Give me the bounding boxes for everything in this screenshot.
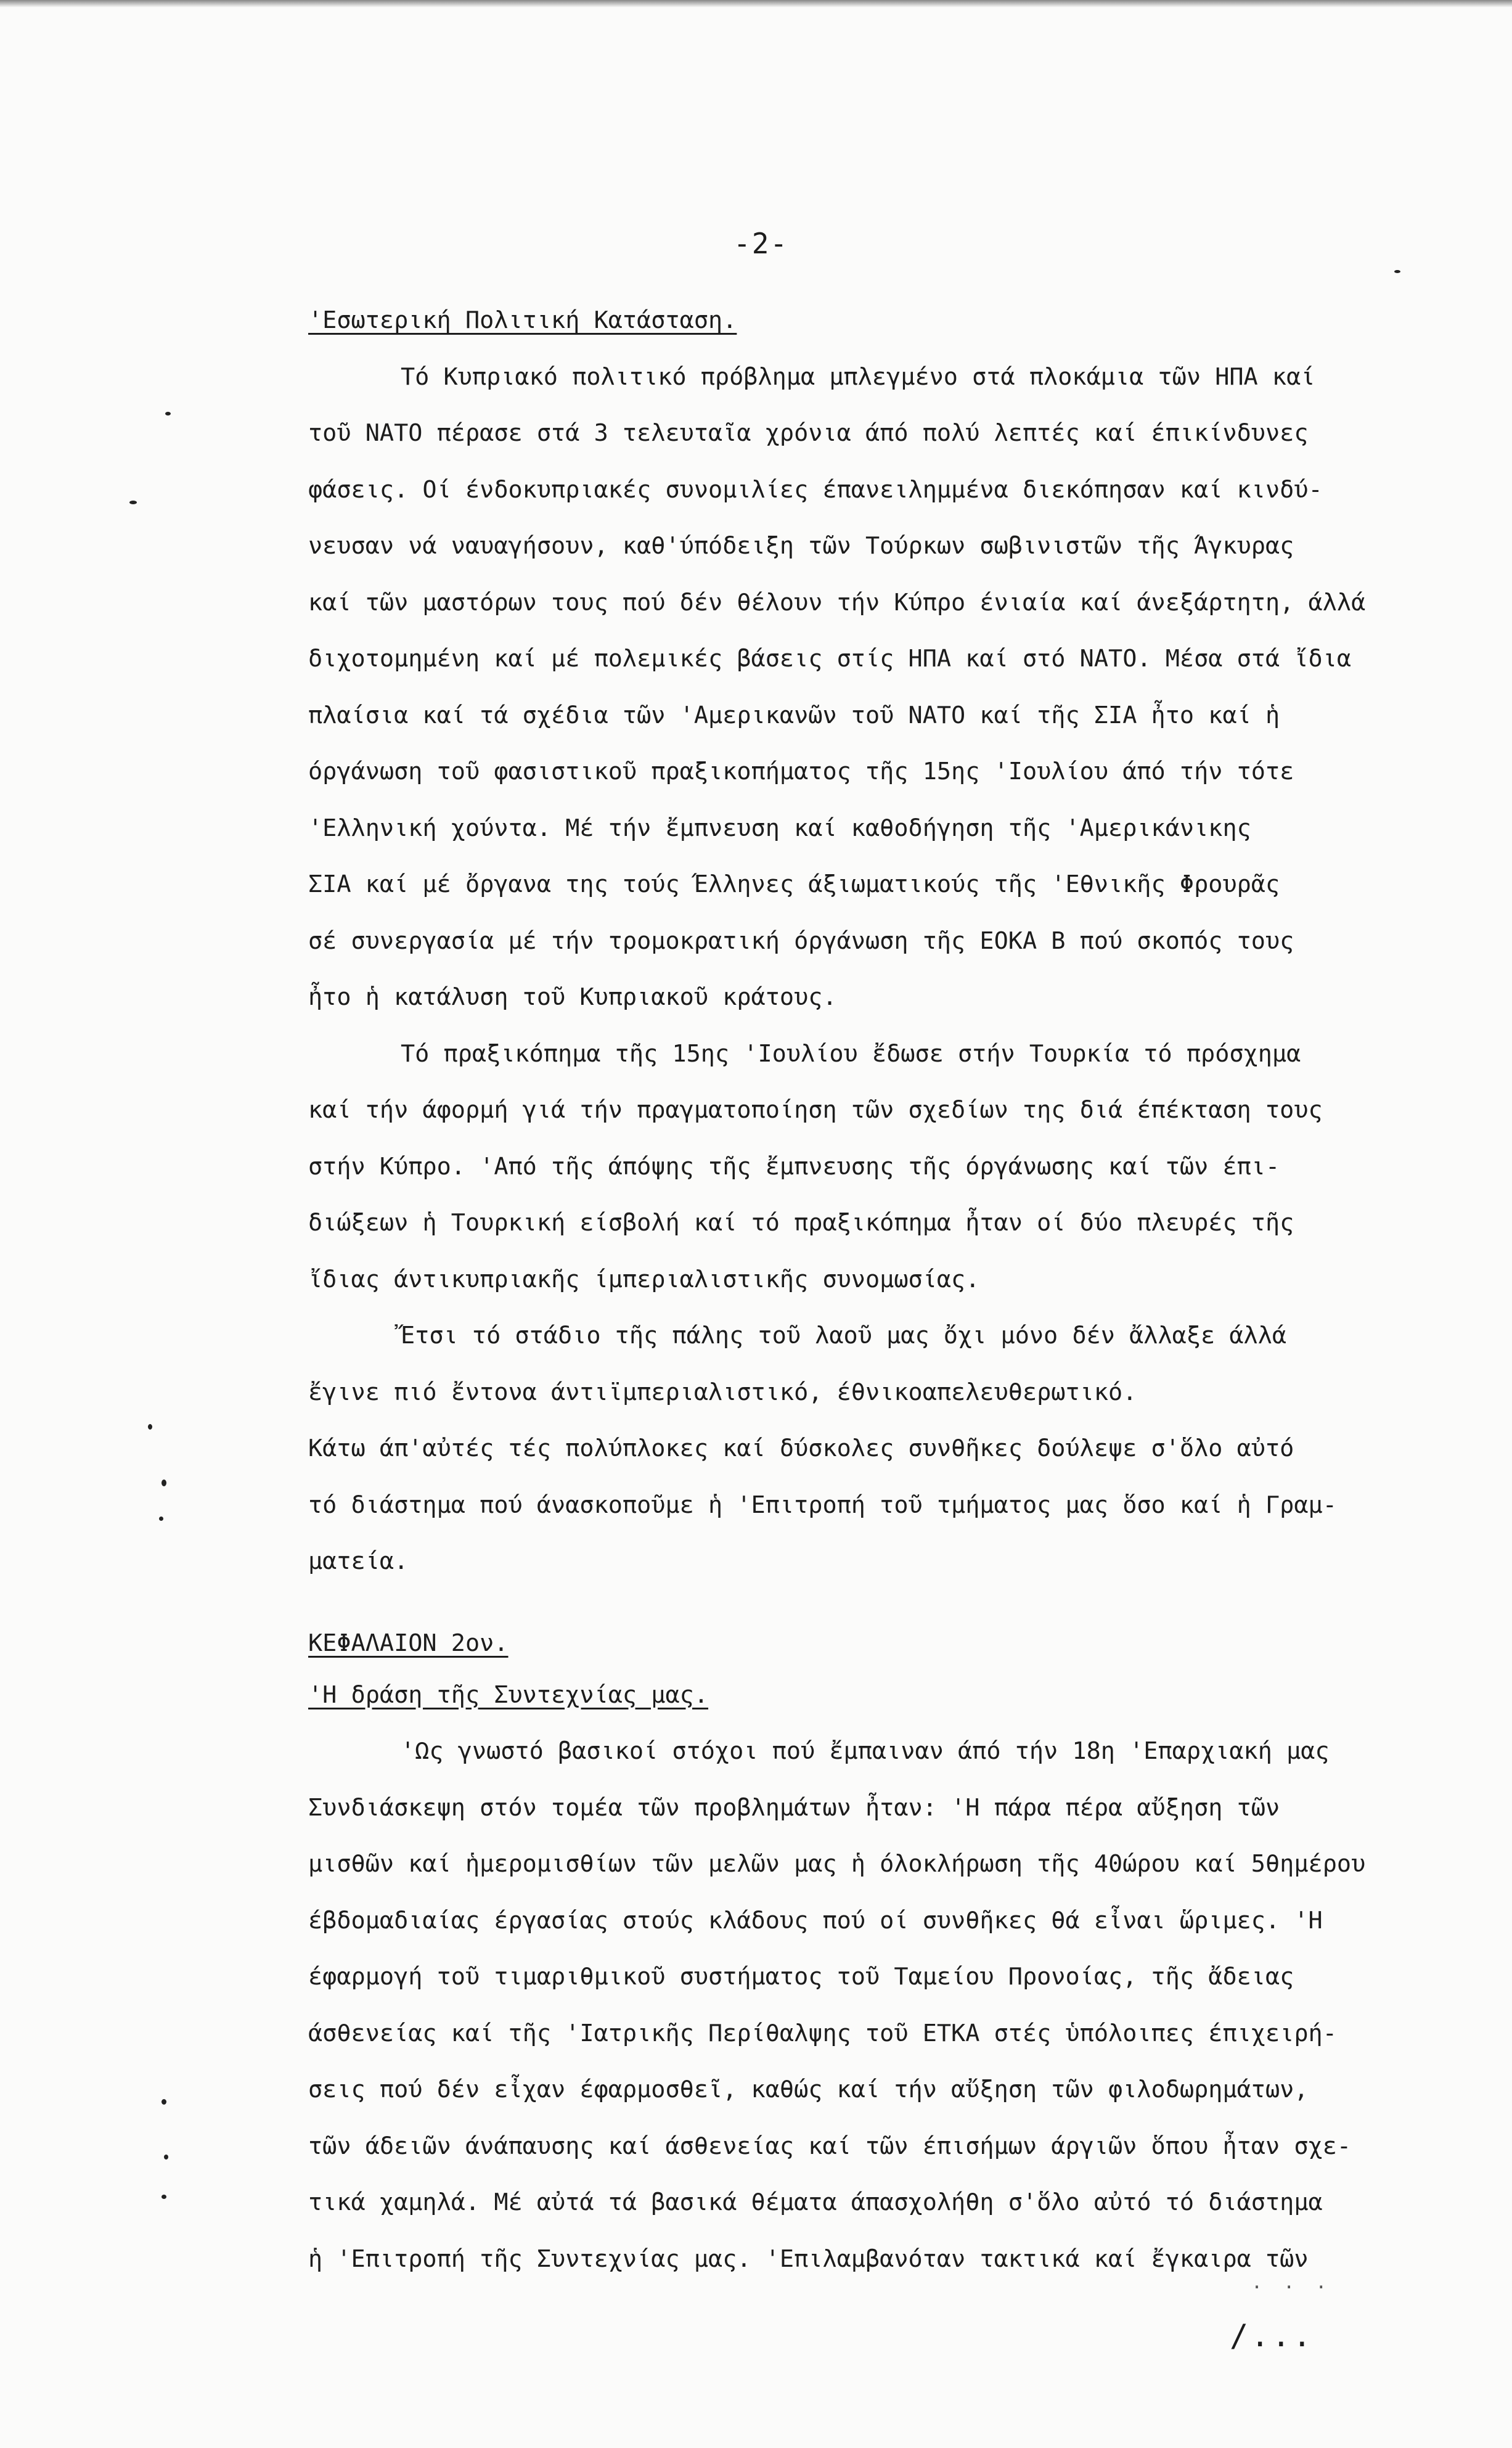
paragraph-line: πλαίσια καί τά σχέδια τῶν 'Αμερικανῶν τοῦ ΝΑΤΟ καί τῆς ΣΙΑ ἦτο καί ἡ bbox=[308, 701, 1280, 729]
paragraph-line: Κάτω άπ'αὐτές τές πολύπλοκες καί δύσκολες συνθῆκες δούλεψε σ'ὅλο αὐτό bbox=[308, 1435, 1294, 1462]
paragraph-line: ἔγινε πιό ἔντονα άντιϊμπεριαλιστικό, έθνικοαπελευθερωτικό. bbox=[308, 1378, 1137, 1406]
paragraph-line: όργάνωση τοῦ φασιστικοῦ πραξικοπήματος τῆς 15ης 'Ιουλίου άπό τήν τότε bbox=[308, 758, 1294, 785]
paragraph-line: στήν Κύπρο. 'Από τῆς άπόψης τῆς ἔμπνευσης τῆς όργάνωσης καί τῶν έπι- bbox=[308, 1152, 1280, 1181]
continuation-dots: . . . bbox=[1251, 2272, 1332, 2293]
paragraph-line: φάσεις. Οί ένδοκυπριακές συνομιλίες έπανειλημμένα διεκόπησαν καί κινδύ- bbox=[308, 475, 1323, 504]
paragraph-line: άσθενείας καί τῆς 'Ιατρικῆς Περίθαλψης τοῦ ΕΤΚΑ στές ὑπόλοιπες έπιχειρή- bbox=[308, 2019, 1337, 2047]
paragraph-line: νευσαν νά ναυαγήσουν, καθ'ύπόδειξη τῶν Τούρκων σωβινιστῶν τῆς Άγκυρας bbox=[308, 532, 1294, 560]
paragraph-line: Ἔτσι τό στάδιο τῆς πάλης τοῦ λαοῦ μας ὄχι μόνο δέν ἄλλαξε άλλά bbox=[401, 1322, 1287, 1349]
paragraph-line: τοῦ ΝΑΤΟ πέρασε στά 3 τελευταῖα χρόνια άπό πολύ λεπτές καί έπικίνδυνες bbox=[308, 419, 1309, 447]
paragraph-line: σέ συνεργασία μέ τήν τρομοκρατική όργάνωση τῆς ΕΟΚΑ Β πού σκοπός τους bbox=[308, 927, 1294, 955]
scan-speck bbox=[161, 1480, 166, 1486]
paragraph-line: διώξεων ἡ Τουρκική είσβολή καί τό πραξικόπημα ἦταν οί δύο πλευρές τῆς bbox=[308, 1209, 1294, 1237]
paragraph-line: τικά χαμηλά. Μέ αὐτά τά βασικά θέματα άπασχολήθη σ'ὅλο αὐτό τό διάστημα bbox=[308, 2188, 1323, 2216]
chapter-heading: ΚΕΦΑΛΑΙΟΝ 2ον. bbox=[308, 1629, 509, 1657]
section-union-activity bbox=[308, 1615, 1467, 2287]
scan-speck bbox=[159, 1517, 163, 1521]
paragraph-line: ἡ 'Επιτροπή τῆς Συντεχνίας μας. 'Επιλαμβανόταν τακτικά καί ἔγκαιρα τῶν bbox=[308, 2245, 1309, 2273]
paragraph-line: ΣΙΑ καί μέ ὄργανα της τούς Έλληνες άξιωματικούς τῆς 'Εθνικῆς Φρουρᾶς bbox=[308, 870, 1280, 898]
scan-top-edge bbox=[0, 0, 1512, 7]
continuation-mark: /... bbox=[1230, 2318, 1314, 2354]
scan-speck bbox=[161, 2195, 166, 2199]
paragraph-line: 'Ως γνωστό βασικοί στόχοι πού ἔμπαιναν άπό τήν 18η 'Επαρχιακή μας bbox=[401, 1737, 1330, 1765]
scan-speck bbox=[165, 412, 171, 416]
paragraph-line: έφαρμογή τοῦ τιμαριθμικοῦ συστήματος τοῦ Ταμείου Προνοίας, τῆς ἄδειας bbox=[308, 1963, 1294, 1991]
paragraph-line: Συνδιάσκεψη στόν τομέα τῶν προβλημάτων ἦταν: 'Η πάρα πέρα αὔξηση τῶν bbox=[308, 1793, 1280, 1822]
scan-speck bbox=[164, 2155, 168, 2159]
scan-speck bbox=[129, 501, 137, 504]
paragraph-line: ἦτο ἡ κατάλυση τοῦ Κυπριακοῦ κράτους. bbox=[308, 983, 837, 1011]
paragraph-line: σεις πού δέν εἶχαν έφαρμοσθεῖ, καθώς καί τήν αὔξηση τῶν φιλοδωρημάτων, bbox=[308, 2076, 1309, 2103]
section-heading: 'Εσωτερική Πολιτική Κατάσταση. bbox=[308, 306, 737, 334]
paragraph-line: διχοτομημένη καί μέ πολεμικές βάσεις στίς ΗΠΑ καί στό ΝΑΤΟ. Μέσα στά ἴδια bbox=[308, 645, 1352, 673]
paragraph-line: Τό πραξικόπημα τῆς 15ης 'Ιουλίου ἔδωσε στήν Τουρκία τό πρόσχημα bbox=[401, 1039, 1301, 1068]
scan-speck bbox=[161, 2099, 166, 2105]
paragraph-line: τῶν άδειῶν άνάπαυσης καί άσθενείας καί τῶν έπισήμων άργιῶν ὅπου ἦταν σχε- bbox=[308, 2132, 1352, 2160]
scan-speck bbox=[148, 1424, 152, 1430]
paragraph-line: καί τῶν μαστόρων τους πού δέν θέλουν τήν Κύπρο ένιαία καί άνεξάρτητη, άλλά bbox=[308, 588, 1366, 616]
paragraph-line: μισθῶν καί ἡμερομισθίων τῶν μελῶν μας ἡ όλοκλήρωση τῆς 40ώρου καί 5θημέρου bbox=[308, 1850, 1366, 1878]
paragraph-line: Τό Κυπριακό πολιτικό πρόβλημα μπλεγμένο στά πλοκάμια τῶν ΗΠΑ καί bbox=[401, 362, 1315, 391]
page-number: -2- bbox=[734, 227, 789, 260]
paragraph-line: τό διάστημα πού άνασκοποῦμε ἡ 'Επιτροπή τοῦ τμήματος μας ὅσο καί ἡ Γραμ- bbox=[308, 1491, 1337, 1519]
section-heading: 'Η δράση τῆς Συντεχνίας μας. bbox=[308, 1680, 709, 1709]
paragraph-line: 'Ελληνική χούντα. Μέ τήν ἔμπνευση καί καθοδήγηση τῆς 'Αμερικάνικης bbox=[308, 814, 1251, 842]
scan-speck bbox=[1394, 270, 1400, 273]
paragraph-line: ματεία. bbox=[308, 1547, 409, 1575]
section-internal-politics bbox=[308, 292, 1467, 1590]
paragraph-line: καί τήν άφορμή γιά τήν πραγματοποίηση τῶν σχεδίων της διά έπέκταση τους bbox=[308, 1096, 1323, 1124]
paragraph-line: ἴδιας άντικυπριακῆς ίμπεριαλιστικῆς συνομωσίας. bbox=[308, 1265, 980, 1293]
paragraph-line: έβδομαδιαίας έργασίας στούς κλάδους πού οί συνθῆκες θά εἶναι ὥριμες. 'Η bbox=[308, 1906, 1323, 1934]
